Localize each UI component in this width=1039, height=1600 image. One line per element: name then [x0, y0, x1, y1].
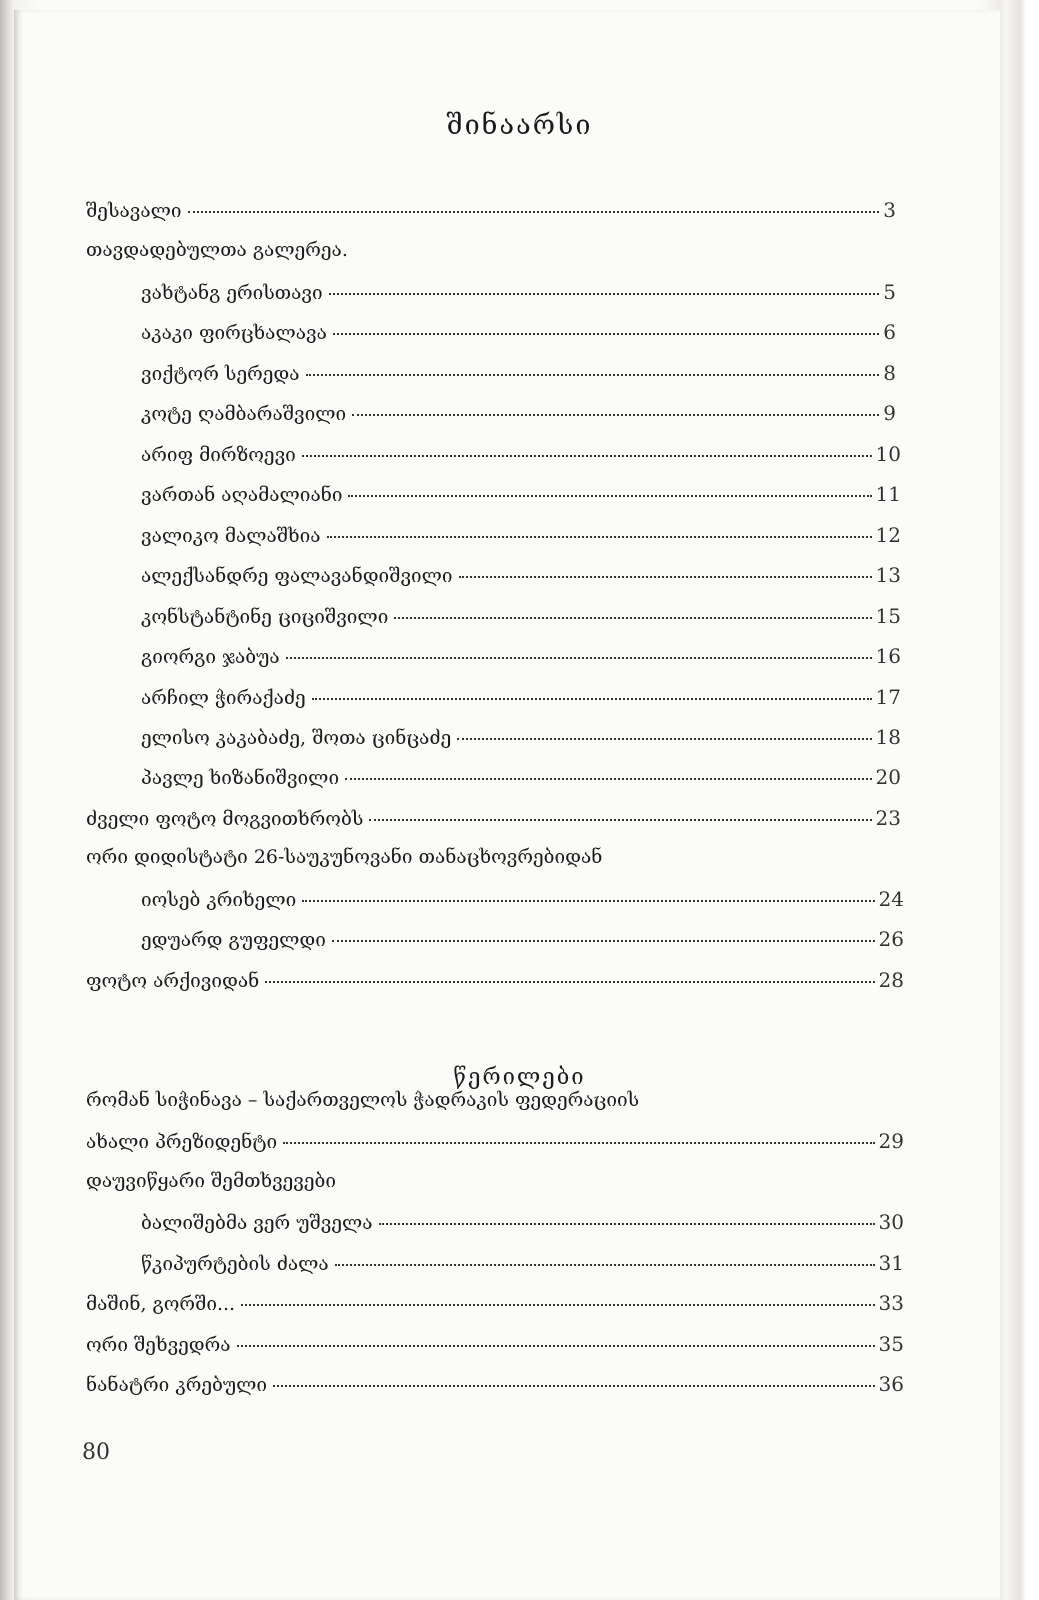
toc-entry-page: 24 — [878, 887, 904, 911]
toc-entry-page: 16 — [875, 644, 901, 668]
toc-entry-label: ვახტანგ ერისთავი — [141, 282, 323, 304]
leader-dots — [348, 495, 871, 497]
toc-entry-page: 36 — [878, 1372, 904, 1396]
toc-entry-label: ვართან აღამალიანი — [141, 484, 343, 506]
leader-dots — [457, 738, 871, 740]
toc-entry — [141, 320, 896, 350]
leader-dots — [312, 698, 872, 700]
leader-dots — [273, 1385, 875, 1387]
leader-dots — [379, 1223, 875, 1225]
toc-entry-label: ახალი პრეზიდენტი — [86, 1131, 278, 1153]
toc-entry — [86, 968, 904, 998]
toc-entry-page: 29 — [878, 1129, 904, 1153]
toc-entry — [141, 927, 904, 957]
toc-entry-page: 6 — [883, 320, 896, 344]
toc-entry-label: დაუვიწყარი შემთხვევები — [86, 1170, 337, 1192]
leader-dots — [302, 455, 872, 457]
toc-entry-label: ვალიკო მალაშხია — [141, 525, 321, 547]
toc-entry-page: 35 — [878, 1332, 904, 1356]
leader-dots — [329, 293, 880, 295]
leader-dots — [333, 333, 879, 335]
toc-entry-page: 26 — [878, 927, 904, 951]
toc-entry-page: 10 — [875, 442, 901, 466]
toc-entry-label: შესავალი — [86, 200, 182, 222]
toc-entry-page: 8 — [883, 361, 896, 385]
leader-dots — [283, 1142, 874, 1144]
toc-entry-label: ბალიშებმა ვერ უშველა — [141, 1212, 373, 1234]
toc-entry — [141, 523, 901, 553]
leader-dots — [345, 778, 871, 780]
leader-dots — [188, 211, 880, 213]
toc-entry — [141, 644, 901, 674]
toc-entry-label: არჩილ ჭირაქაძე — [141, 687, 306, 709]
toc-entry-label: იოსებ კრიხელი — [141, 889, 297, 911]
toc-entry — [141, 361, 896, 391]
toc-entry-page: 30 — [878, 1210, 904, 1234]
toc-entry-page: 17 — [875, 685, 901, 709]
toc-entry — [141, 604, 901, 634]
leader-dots — [265, 981, 874, 983]
toc-entry-page: 28 — [878, 968, 904, 992]
toc-entry-page: 20 — [875, 765, 901, 789]
leader-dots — [459, 576, 872, 578]
toc-entry-label: ვიქტორ სერედა — [141, 363, 300, 385]
toc-entry-label: ნანატრი კრებული — [86, 1374, 268, 1396]
leader-dots — [327, 536, 872, 538]
toc-entry-label: კონსტანტინე ციციშვილი — [141, 606, 389, 628]
toc-entry-label: ფოტო არქივიდან — [86, 970, 260, 992]
toc-entry-line1 — [86, 1089, 904, 1119]
leader-dots — [286, 657, 872, 659]
toc-entry-label: აკაკი ფირცხალავა — [141, 322, 327, 344]
toc-entry — [141, 725, 901, 755]
toc-entry — [141, 280, 896, 310]
toc-entry-page: 3 — [883, 198, 896, 222]
toc-entry — [86, 1291, 904, 1321]
toc-entry — [141, 887, 904, 917]
toc-entry — [141, 563, 901, 593]
toc-entry-page: 11 — [875, 482, 901, 506]
toc-entry — [141, 482, 901, 512]
toc-entry-page: 12 — [875, 523, 901, 547]
toc-entry-page: 5 — [883, 280, 896, 304]
toc-entry — [86, 806, 901, 836]
toc-entry-label: ორი შეხვედრა — [86, 1334, 231, 1356]
toc-entry — [141, 1210, 904, 1240]
leader-dots — [306, 374, 880, 376]
toc-entry-label: არიფ მირზოევი — [141, 444, 296, 466]
page-number: 80 — [82, 1440, 110, 1465]
toc-entry-label: ედუარდ გუფელდი — [141, 929, 326, 951]
toc-entry-page: 31 — [878, 1251, 904, 1275]
toc-entry — [86, 1372, 904, 1402]
toc-entry — [86, 1332, 904, 1362]
toc-entry-page: 23 — [875, 806, 901, 830]
toc-entry-page: 15 — [875, 604, 901, 628]
toc-entry — [141, 765, 901, 795]
leader-dots — [332, 940, 875, 942]
toc-entry-label: მაშინ, გორში... — [86, 1293, 236, 1315]
toc-entry-label: კოტე ღამბარაშვილი — [141, 403, 347, 425]
toc-entry-page: 13 — [875, 563, 901, 587]
leader-dots — [352, 414, 879, 416]
page-title: შინაარსი — [446, 110, 593, 141]
leader-dots — [394, 617, 871, 619]
toc-entry — [141, 1251, 904, 1281]
toc-entry-label: წკიპურტების ძალა — [141, 1253, 329, 1275]
toc-entry-page: 18 — [875, 725, 901, 749]
toc-entry-label: ორი დიდისტატი 26-საუკუნოვანი თანაცხოვრებიდან — [86, 846, 603, 868]
toc-entry-label: პავლე ხიზანიშვილი — [141, 767, 340, 789]
toc-entry — [141, 685, 901, 715]
leader-dots — [302, 900, 874, 902]
toc-group-heading — [86, 846, 901, 876]
toc-group-heading — [86, 239, 896, 269]
toc-entry-page: 33 — [878, 1291, 904, 1315]
leader-dots — [335, 1264, 875, 1266]
toc-entry-label: ალექსანდრე ფალავანდიშვილი — [141, 565, 453, 587]
toc-entry — [141, 442, 901, 472]
toc-entry-label: თავდადებულთა გალერეა. — [86, 239, 348, 261]
toc-entry-label: რომან სიჭინავა – საქართველოს ჭადრაკის ფედერაციის — [86, 1089, 640, 1111]
toc-entry — [86, 1129, 904, 1159]
leader-dots — [241, 1304, 874, 1306]
toc-entry-label: ძველი ფოტო მოგვითხრობს — [86, 808, 364, 830]
leader-dots — [369, 819, 871, 821]
toc-entry — [141, 401, 896, 431]
toc-group-heading — [86, 1170, 904, 1200]
leader-dots — [237, 1345, 875, 1347]
toc-entry-label: გიორგი ჯაბუა — [141, 646, 280, 668]
section-title: წერილები — [453, 1065, 586, 1090]
toc-entry-label: ელისო კაკაბაძე, შოთა ცინცაძე — [141, 727, 452, 749]
toc-entry — [86, 198, 896, 228]
toc-entry-page: 9 — [883, 401, 896, 425]
